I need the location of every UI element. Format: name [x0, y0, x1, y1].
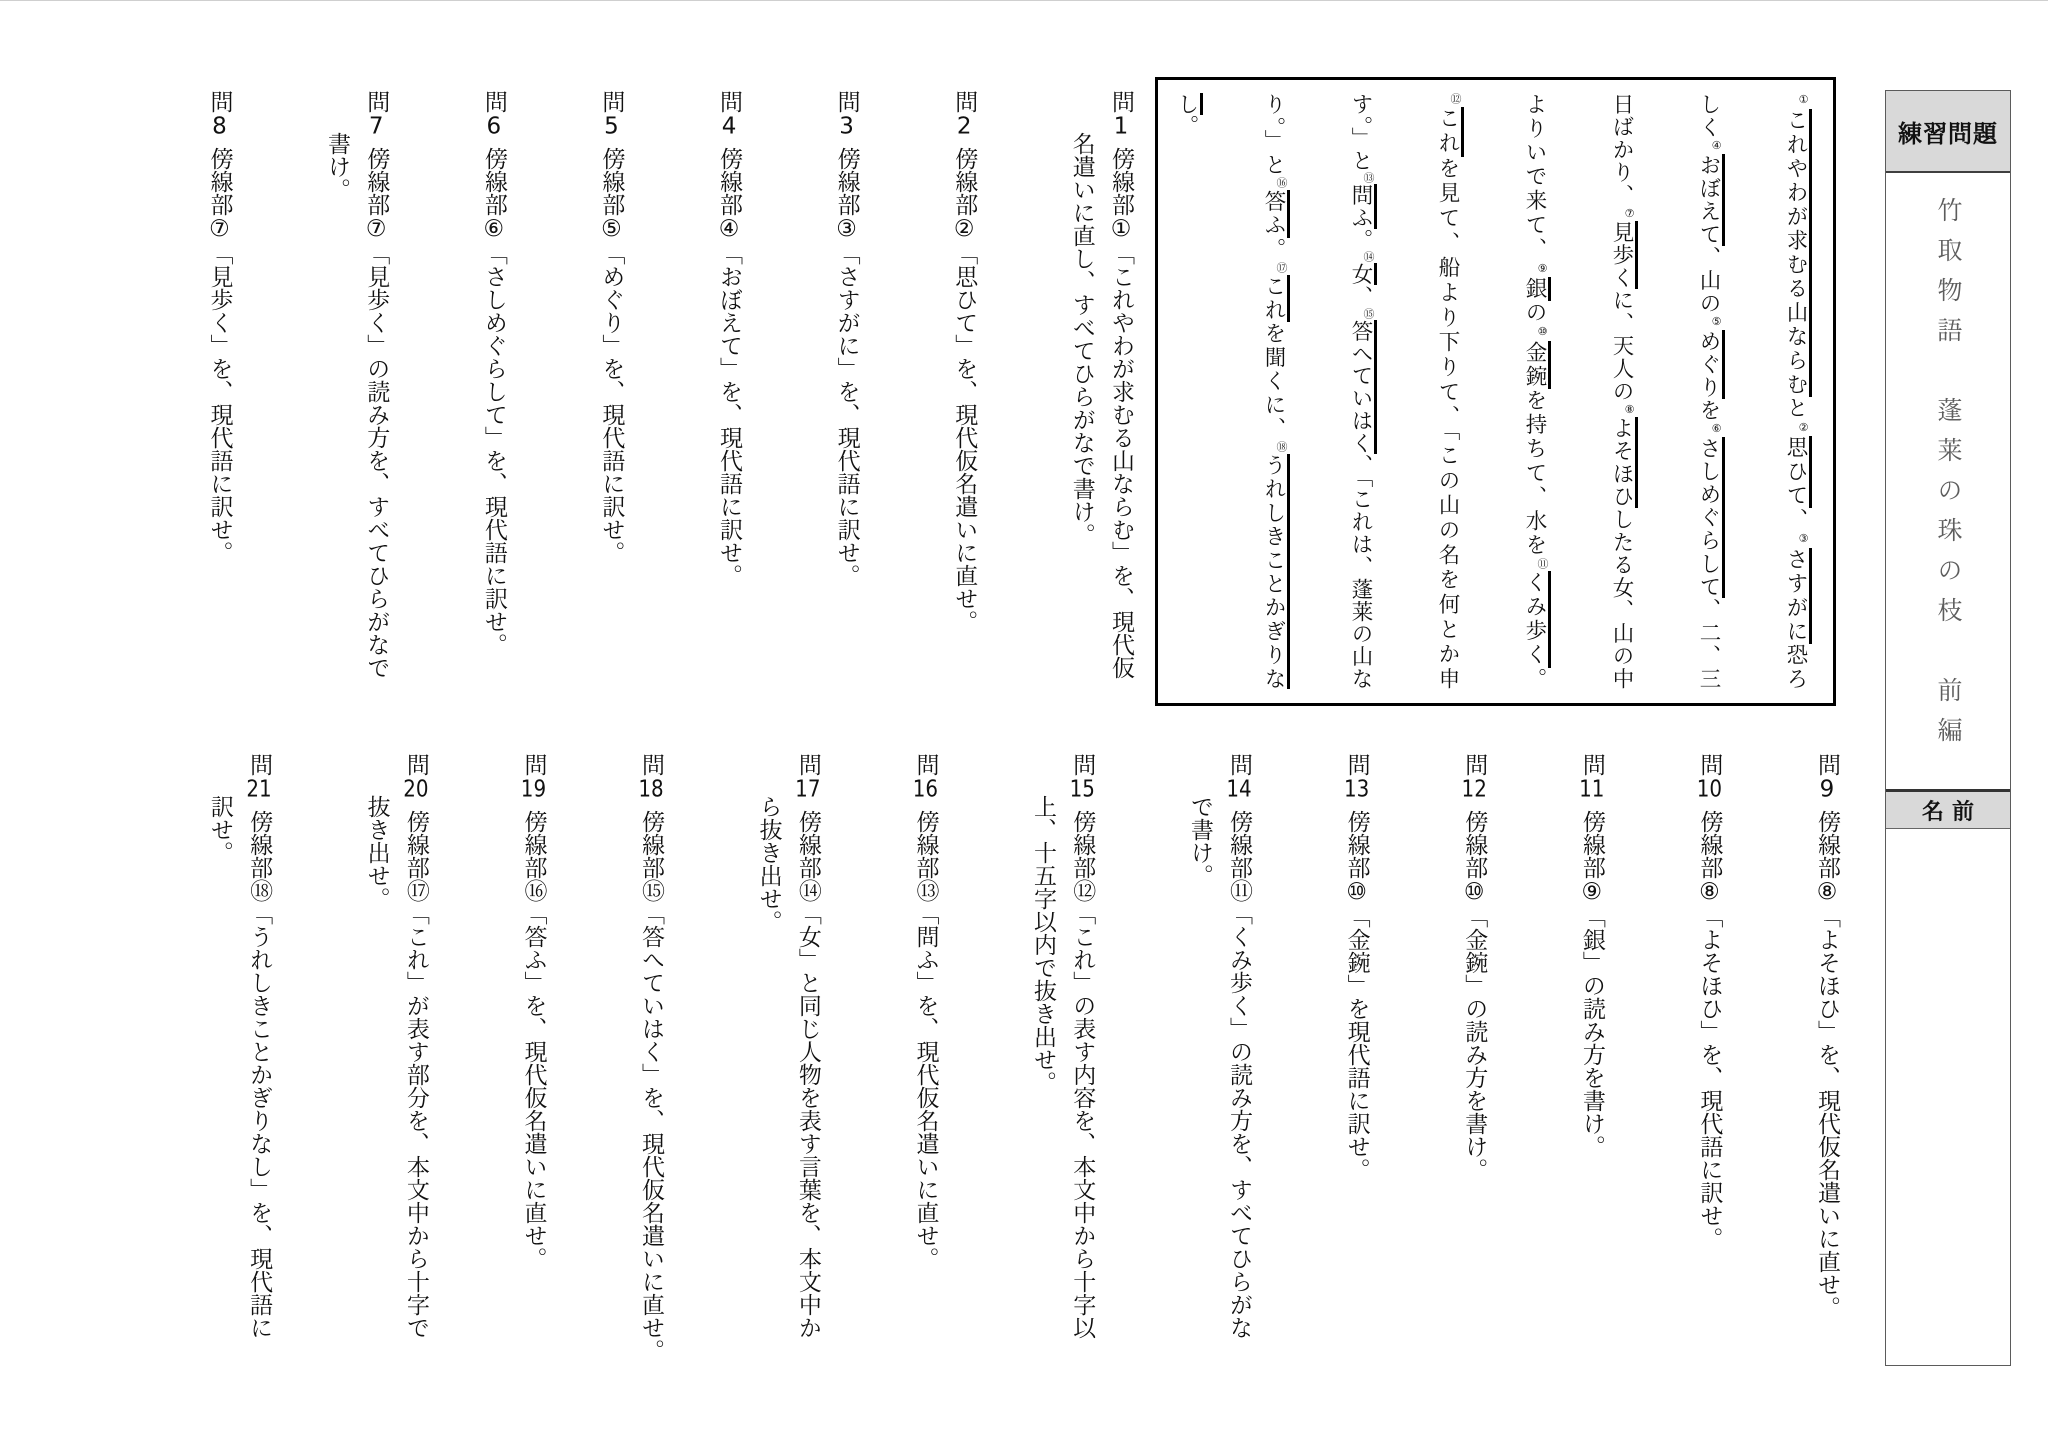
name-writing-area: [1886, 829, 2010, 1365]
question-number: 7: [368, 115, 384, 138]
question-16: [905, 753, 944, 1383]
passage-column: [1491, 93, 1578, 689]
passage-text-run: 。: [1174, 114, 1199, 136]
question-text: 傍線部⑦「見歩く」を、現代語に訳せ。: [206, 147, 233, 564]
sideline-number: ②: [1797, 420, 1810, 436]
question-text: 傍線部⑭「女」と同じ人物を表す言葉を、本文中か: [794, 810, 821, 1339]
work-title: 竹取物語 蓬莱の珠の枝 前編: [1934, 197, 1963, 757]
sideline-number: ⑤: [1710, 315, 1723, 330]
passage-text-run: 、「これは、蓬莱の山な: [1348, 454, 1373, 690]
question-number: 19: [520, 778, 547, 801]
passage-text-run: よりいで来て、: [1522, 93, 1547, 262]
passage-column: [1230, 93, 1317, 689]
question-text: で書け。: [1186, 795, 1213, 887]
sidelined-text: 銀: [1522, 277, 1551, 301]
question-number: 2: [956, 115, 972, 138]
question-9: [1807, 753, 1846, 1383]
question-line: [709, 90, 748, 710]
question-label: 問: [951, 90, 978, 113]
sidelined-text: めぐり: [1696, 330, 1725, 399]
passage-column: [1752, 93, 1839, 689]
sideline-number: ⑯: [1275, 177, 1288, 191]
question-label: 問: [912, 753, 939, 776]
sidelined-text: くみ歩く: [1522, 571, 1551, 667]
sideline-number: ⑱: [1275, 440, 1288, 455]
question-line: [1062, 753, 1101, 1383]
question-number: 13: [1343, 778, 1370, 801]
question-text: 傍線部⑱「うれしきことかぎりなし」を、現代語に: [246, 810, 273, 1339]
passage-text-run: に、天人の: [1609, 289, 1634, 403]
sidelined-text: うれしきことかぎりな: [1261, 454, 1290, 689]
passage-text: [1143, 93, 1839, 689]
question-number: 9: [1819, 778, 1835, 801]
worksheet-type-label: 練習問題: [1886, 91, 2010, 173]
question-text: 傍線部⑨「銀」の読み方を書け。: [1578, 810, 1605, 1158]
passage-text-run: 日ばかり、: [1609, 93, 1634, 207]
question-14: [1180, 753, 1258, 1383]
passage-text-run: 、山の: [1696, 246, 1721, 316]
question-2: [944, 90, 983, 710]
question-label: 問: [520, 753, 547, 776]
question-7: [317, 90, 395, 710]
question-text: 傍線部⑰「これ」が表す部分を、本文中から十字で: [402, 810, 429, 1339]
passage-column: [1665, 93, 1752, 689]
question-label: 問: [1696, 753, 1723, 776]
sideline-number: ⑰: [1275, 261, 1288, 275]
sideline-number: ⑪: [1536, 557, 1549, 572]
sideline-number: ⑨: [1536, 261, 1549, 278]
question-label: 問: [1343, 753, 1370, 776]
question-number: 4: [721, 115, 737, 138]
passage-text-run: 恐ろ: [1783, 643, 1808, 689]
question-label: 問: [1226, 753, 1253, 776]
question-text: 傍線部⑥「さしめぐらして」を、現代語に訳せ。: [480, 147, 507, 656]
question-text: 傍線部⑦「見歩く」の読み方を、すべてひらがなで: [363, 147, 390, 679]
question-line: [591, 90, 630, 710]
sidelined-text: これやわが求むる山ならむ: [1783, 109, 1812, 397]
passage-column: [1317, 93, 1404, 689]
question-line: [513, 753, 552, 1383]
question-15: [1023, 753, 1101, 1383]
question-number: 17: [795, 778, 821, 801]
question-21: [200, 753, 278, 1383]
question-number: 21: [246, 778, 272, 801]
question-18: [631, 753, 670, 1383]
worksheet-side-panel: [1885, 90, 2011, 1366]
sideline-number: ⑭: [1362, 251, 1375, 263]
question-number: 8: [212, 115, 227, 138]
question-line: [317, 90, 356, 710]
passage-box: [1155, 77, 1836, 706]
passage-text-run: しく: [1696, 93, 1721, 140]
question-number: 1: [1113, 115, 1129, 138]
question-text: 傍線部⑮「答へていはく」を、現代仮名遣いに直せ。: [638, 810, 665, 1362]
passage-text-run: 、: [1348, 285, 1373, 308]
question-number: 3: [839, 115, 854, 138]
question-11: [1572, 753, 1611, 1383]
passage-text-run: 、二、三: [1696, 598, 1721, 690]
passage-column: [1578, 93, 1665, 689]
question-text: 傍線部④「おぼえて」を、現代語に訳せ。: [716, 147, 743, 587]
sidelined-text: これ: [1435, 107, 1464, 157]
question-label: 問: [246, 753, 273, 776]
question-label: 問: [638, 753, 665, 776]
question-text: ら抜き出せ。: [755, 795, 782, 933]
questions-upper: [199, 90, 1140, 710]
question-label: 問: [794, 753, 821, 776]
question-line: [1062, 90, 1101, 710]
question-line: [1572, 753, 1611, 1383]
question-line: [631, 753, 670, 1383]
question-line: [200, 753, 239, 1383]
passage-text-run: 。: [1261, 237, 1286, 262]
question-number: 16: [912, 778, 939, 801]
question-line: [396, 753, 435, 1383]
question-text: 訳せ。: [206, 795, 233, 864]
sideline-number: ⑧: [1623, 403, 1636, 418]
question-label: 問: [716, 90, 743, 113]
question-number: 20: [403, 778, 429, 801]
question-line: [788, 753, 827, 1383]
question-text: 傍線部⑬「問ふ」を、現代仮名遣いに直せ。: [912, 810, 939, 1270]
questions-lower: [200, 753, 1846, 1383]
question-label: 問: [598, 90, 625, 113]
question-line: [1219, 753, 1258, 1383]
sidelined-text: 答へていはく: [1348, 320, 1377, 454]
question-text: 傍線部⑧「よそほひ」を、現代語に訳せ。: [1696, 810, 1723, 1250]
sidelined-text: 女: [1348, 263, 1377, 285]
question-text: 傍線部①「これやわが求むる山ならむ」を、現代仮: [1108, 147, 1134, 679]
passage-text-run: 。: [1348, 228, 1373, 252]
sidelined-text: おぼえて: [1696, 154, 1725, 246]
sidelined-text: よそほひ: [1609, 417, 1638, 508]
question-line: [1689, 753, 1728, 1383]
passage-text-run: す。」と: [1348, 93, 1373, 172]
question-text: 抜き出せ。: [363, 795, 390, 910]
question-text: 上、十五字以内で抜き出せ。: [1030, 795, 1057, 1094]
question-number: 6: [486, 115, 502, 138]
passage-text-run: と: [1783, 396, 1808, 421]
question-label: 問: [833, 90, 860, 113]
sideline-number: ⑦: [1623, 206, 1636, 221]
passage-text-run: を聞くに、: [1261, 322, 1286, 441]
question-label: 問: [1814, 753, 1840, 776]
question-label: 問: [402, 753, 429, 776]
question-label: 問: [206, 90, 233, 113]
sidelined-text: さしめぐらして: [1696, 437, 1725, 599]
question-10: [1689, 753, 1728, 1383]
question-label: 問: [1069, 753, 1096, 776]
question-3: [826, 90, 865, 710]
sideline-number: ③: [1797, 532, 1810, 548]
question-label: 問: [363, 90, 390, 113]
question-number: 12: [1461, 778, 1487, 801]
question-text: 傍線部⑩「金鋺」を現代語に訳せ。: [1343, 810, 1370, 1181]
question-5: [591, 90, 630, 710]
question-line: [356, 753, 395, 1383]
question-line: [199, 90, 238, 710]
sidelined-text: 問ふ: [1348, 184, 1377, 229]
sideline-number: ①: [1797, 93, 1810, 109]
sideline-number: ⑬: [1362, 171, 1375, 184]
passage-text-run: 、: [1783, 508, 1808, 532]
passage-text-run: り。」と: [1261, 93, 1286, 178]
question-line: [1336, 753, 1375, 1383]
question-text: 傍線部⑧「よそほひ」を、現代仮名遣いに直せ。: [1814, 810, 1840, 1319]
sideline-number: ⑮: [1362, 307, 1375, 320]
question-label: 問: [480, 90, 507, 113]
sidelined-text: 金鋺: [1522, 341, 1551, 389]
passage-column: [1143, 93, 1230, 689]
passage-text-run: を: [1696, 399, 1721, 423]
sidelined-text: 答ふ: [1261, 190, 1290, 237]
question-line: [1101, 90, 1140, 710]
sideline-number: ⑩: [1536, 325, 1549, 341]
sideline-number: ⑫: [1449, 93, 1462, 108]
question-13: [1336, 753, 1375, 1383]
question-text: 傍線部⑤「めぐり」を、現代語に訳せ。: [598, 147, 625, 564]
question-6: [474, 90, 513, 710]
question-text: 傍線部⑪「くみ歩く」の読み方を、すべてひらがな: [1226, 810, 1253, 1339]
question-19: [513, 753, 552, 1383]
question-number: 11: [1579, 778, 1605, 801]
question-1: [1062, 90, 1140, 710]
question-number: 10: [1696, 778, 1723, 801]
question-number: 15: [1069, 778, 1095, 801]
question-number: 14: [1226, 778, 1252, 801]
sidelined-text: 見歩く: [1609, 221, 1638, 289]
question-4: [709, 90, 748, 710]
question-line: [1180, 753, 1219, 1383]
question-number: 5: [604, 115, 619, 138]
question-label: 問: [1578, 753, 1605, 776]
passage-text-run: の: [1522, 301, 1547, 326]
question-number: 18: [638, 778, 664, 801]
question-17: [748, 753, 826, 1383]
question-line: [826, 90, 865, 710]
passage-text-run: を持ちて、水を: [1522, 389, 1547, 558]
sidelined-text: し: [1174, 93, 1203, 115]
question-text: 傍線部⑩「金鋺」の読み方を書け。: [1461, 810, 1488, 1181]
passage-text-run: を見て、船より下りて、「この山の名を何とか申: [1435, 156, 1460, 690]
question-label: 問: [1108, 90, 1134, 113]
question-text: 傍線部③「さすがに」を、現代語に訳せ。: [833, 147, 860, 587]
passage-column: [1404, 93, 1491, 689]
question-line: [944, 90, 983, 710]
passage-text-run: したる女、山の中: [1609, 508, 1634, 689]
sideline-number: ④: [1710, 139, 1723, 154]
question-line: [239, 753, 278, 1383]
question-text: 書け。: [324, 132, 351, 201]
title-area: [1886, 173, 2010, 789]
sidelined-text: さすがに: [1783, 548, 1812, 644]
question-text: 傍線部⑫「これ」の表す内容を、本文中から十字以: [1069, 810, 1096, 1339]
question-line: [1023, 753, 1062, 1383]
passage-text-run: 。: [1522, 667, 1547, 690]
question-20: [356, 753, 434, 1383]
name-label: 名前: [1886, 789, 2010, 829]
question-text: 傍線部⑯「答ふ」を、現代仮名遣いに直せ。: [520, 810, 547, 1270]
question-8: [199, 90, 238, 710]
sideline-number: ⑥: [1710, 422, 1723, 437]
question-12: [1454, 753, 1493, 1383]
question-line: [356, 90, 395, 710]
question-text: 傍線部②「思ひて」を、現代仮名遣いに直せ。: [951, 147, 978, 633]
question-text: 名遣いに直し、すべてひらがなで書け。: [1068, 132, 1095, 546]
question-line: [748, 753, 787, 1383]
question-line: [474, 90, 513, 710]
sidelined-text: これ: [1261, 275, 1290, 322]
question-line: [1454, 753, 1493, 1383]
question-label: 問: [1461, 753, 1488, 776]
question-line: [1807, 753, 1846, 1383]
question-line: [905, 753, 944, 1383]
sidelined-text: 思ひて: [1783, 436, 1812, 508]
